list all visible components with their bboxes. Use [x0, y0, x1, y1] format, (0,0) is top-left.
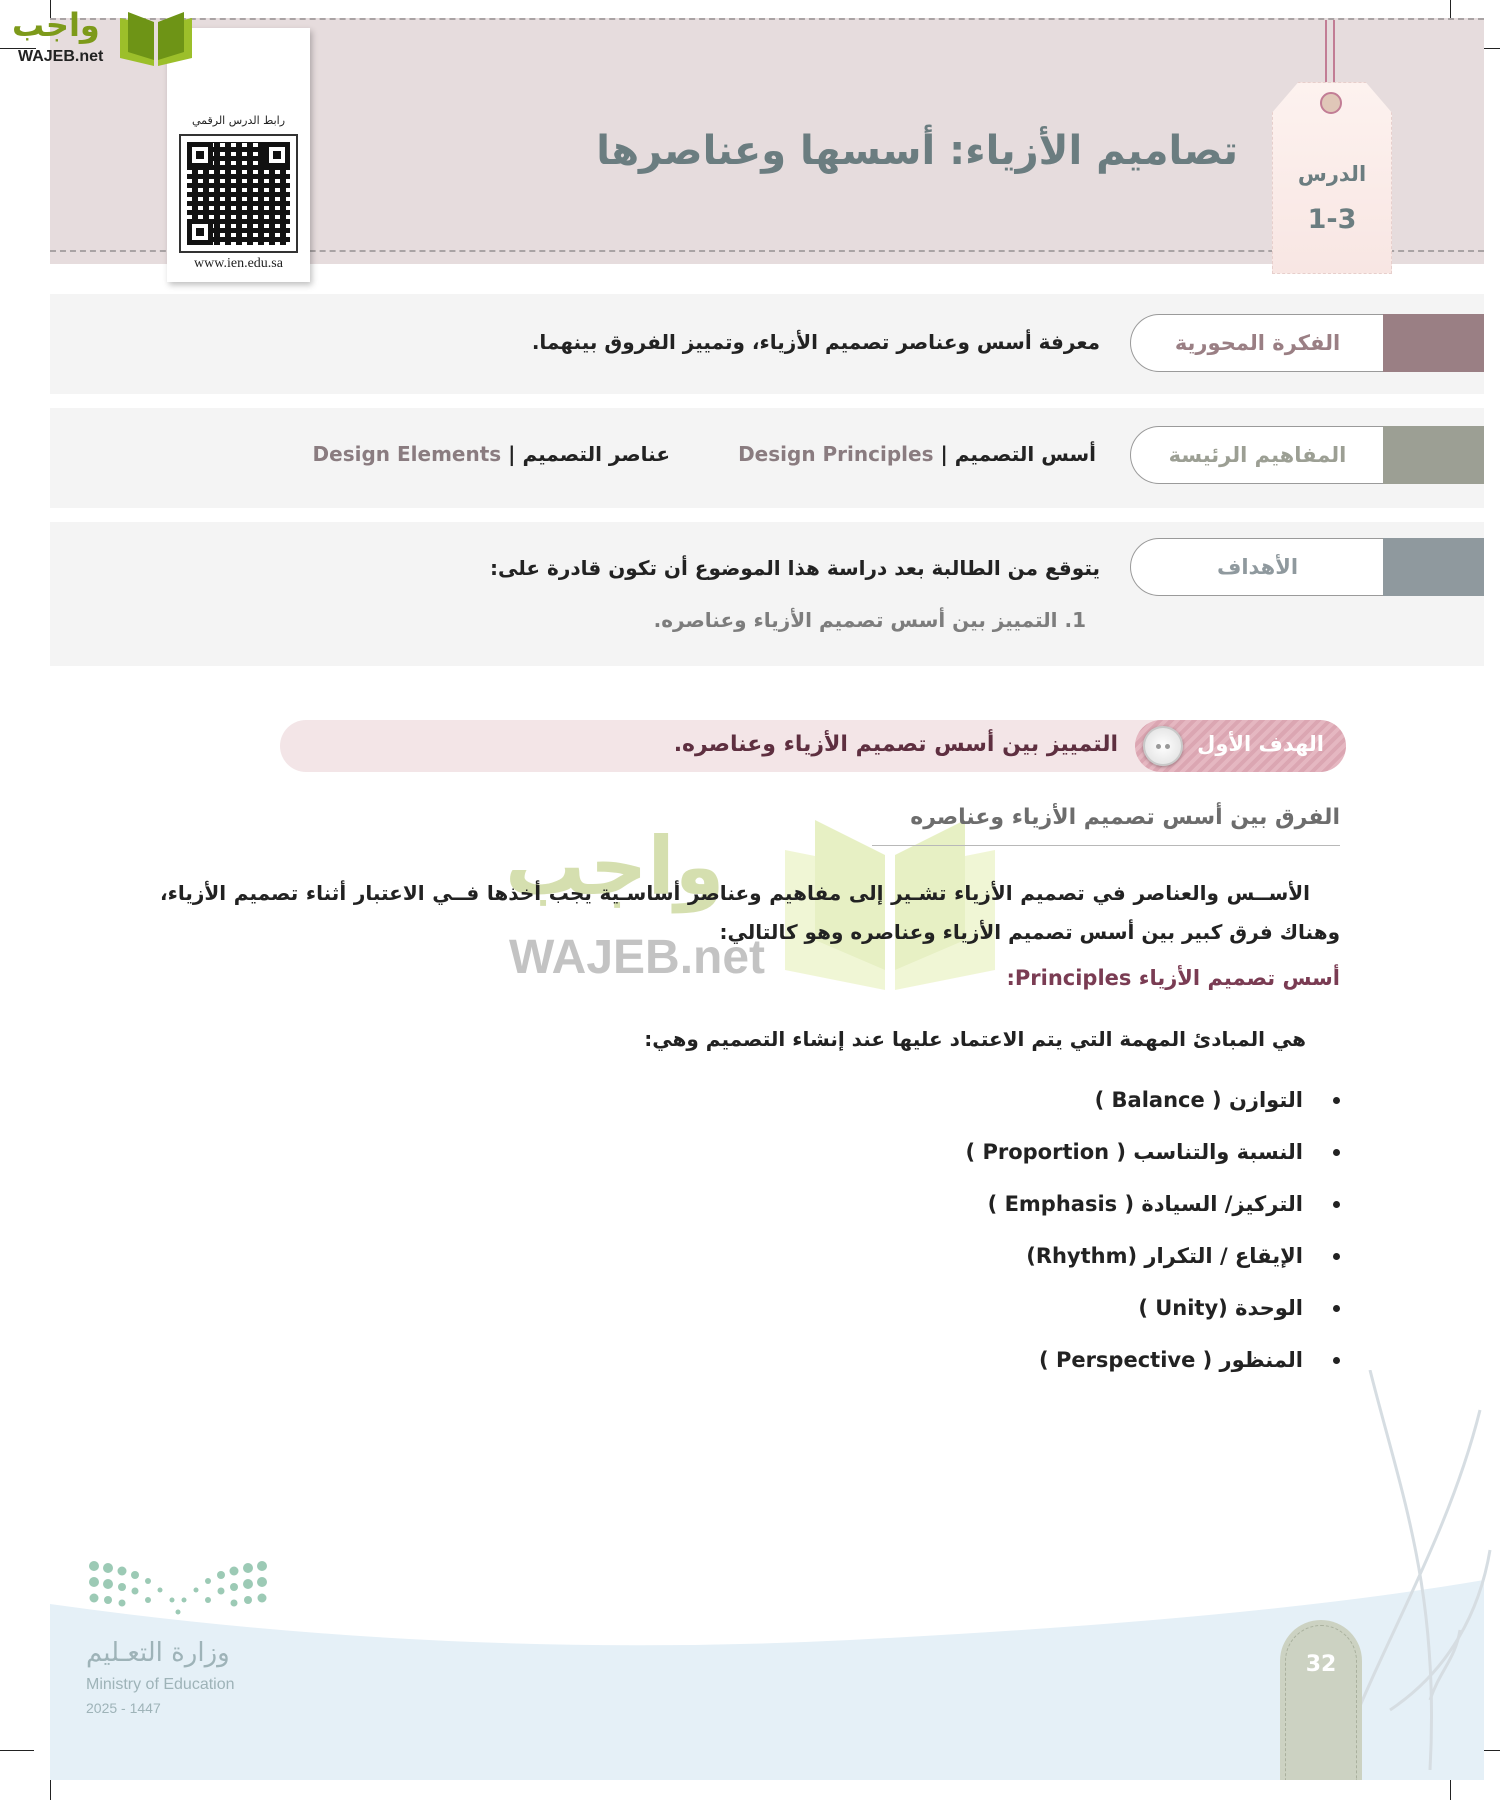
lesson-number: 1-3: [1307, 204, 1357, 235]
qr-finder: [187, 219, 213, 245]
principles-subheading: أسس تصميم الأزياء Principles:: [1006, 966, 1340, 990]
list-item: [966, 1282, 1340, 1334]
objective-item: 1. التمييز بين أسس تصميم الأزياء وعناصره.: [653, 608, 1086, 632]
tag-string-icon: [1325, 20, 1335, 90]
qr-url[interactable]: www.ien.edu.sa: [194, 256, 283, 271]
goal-badge-text: الهدف الأول: [1197, 732, 1324, 756]
list-item: [966, 1230, 1340, 1282]
objectives-intro: يتوقع من الطالبة بعد دراسة هذا الموضوع أن تكون قادرة على:: [490, 556, 1100, 580]
header-dashed-border: [50, 18, 1484, 20]
principle-label: الوحدة (Unity ): [1138, 1296, 1303, 1320]
logo-text-ar: واجب: [12, 6, 100, 44]
list-item: [966, 1074, 1340, 1126]
ministry-logo-dots-icon: [88, 1560, 268, 1620]
concept-ar: عناصر التصميم: [522, 442, 670, 466]
bullet-icon: [1333, 1253, 1340, 1260]
section-heading: الفرق بين أسس تصميم الأزياء وعناصره: [910, 805, 1340, 830]
concept-en: Design Principles: [738, 442, 934, 466]
principles-intro: هي المبادئ المهمة التي يتم الاعتماد عليها عند إنشاء التصميم وهي:: [644, 1027, 1306, 1051]
principles-list: [966, 1074, 1340, 1386]
ministry-name-ar: وزارة التعـليم: [86, 1638, 230, 1668]
ministry-name-en: Ministry of Education: [86, 1676, 235, 1693]
wajeb-logo[interactable]: [8, 6, 188, 66]
concept-design-principles: [738, 442, 1096, 466]
bullet-icon: [1333, 1149, 1340, 1156]
bullet-icon: [1333, 1357, 1340, 1364]
key-concepts-color-bar: [1383, 426, 1484, 484]
section-heading-underline: [872, 845, 1340, 846]
qr-finder: [187, 142, 213, 168]
list-item: [966, 1126, 1340, 1178]
concept-ar: أسس التصميم: [954, 442, 1096, 466]
central-idea-label: الفكرة المحورية: [1130, 314, 1384, 372]
principle-label: المنظور ( Perspective ): [1039, 1348, 1303, 1372]
list-item: [966, 1334, 1340, 1386]
logo-text-en: WAJEB.net: [18, 48, 104, 65]
key-concepts-label: المفاهيم الرئيسة: [1130, 426, 1384, 484]
lesson-title: تصاميم الأزياء: أسسها وعناصرها: [596, 128, 1238, 174]
crop-mark: [0, 1750, 34, 1751]
page-number-tab: [1280, 1620, 1362, 1780]
lesson-label: الدرس: [1297, 162, 1367, 186]
principle-label: الإيقاع / التكرار (Rhythm): [1026, 1244, 1303, 1268]
watermark-text-en: WAJEB.net: [509, 931, 766, 984]
watermark-text-ar: واجب: [505, 820, 725, 913]
objectives-label: الأهداف: [1130, 538, 1384, 596]
book-icon: [116, 10, 196, 68]
principle-label: التوازن ( Balance ): [1094, 1088, 1303, 1112]
bullet-icon: [1333, 1097, 1340, 1104]
tag-ring-icon: [1320, 92, 1342, 114]
concept-separator: |: [940, 442, 948, 466]
objectives-color-bar: [1383, 538, 1484, 596]
principle-label: التركيز/ السيادة ( Emphasis ): [987, 1192, 1303, 1216]
concept-design-elements: [313, 442, 670, 466]
sewing-button-icon: [1143, 726, 1183, 766]
central-idea-color-bar: [1383, 314, 1484, 372]
central-idea-text: معرفة أسس وعناصر تصميم الأزياء، وتمييز الفروق بينهما.: [531, 330, 1100, 354]
qr-finder: [264, 142, 290, 168]
concept-en: Design Elements: [312, 442, 502, 466]
goal-text: التمييز بين أسس تصميم الأزياء وعناصره.: [673, 732, 1118, 757]
page-number: 32: [1305, 1652, 1337, 1677]
principle-label: النسبة والتناسب ( Proportion ): [965, 1140, 1303, 1164]
list-item: [966, 1178, 1340, 1230]
concept-separator: |: [508, 442, 516, 466]
section-paragraph: الأســس والعناصر في تصميم الأزياء تشـير إلى مفاهيم وعناصر أساسـية يجب أخذها فــي الاعتبار أثناء تصميم الأزياء، وهناك فرق كبير بين أسس تصميم الأزياء وعناصره وهو كالتالي:: [160, 881, 1340, 944]
bullet-icon: [1333, 1201, 1340, 1208]
bullet-icon: [1333, 1305, 1340, 1312]
ministry-year: 2025 - 1447: [86, 1700, 161, 1716]
qr-code-icon[interactable]: [179, 134, 298, 253]
qr-label: رابط الدرس الرقمي: [191, 114, 286, 127]
